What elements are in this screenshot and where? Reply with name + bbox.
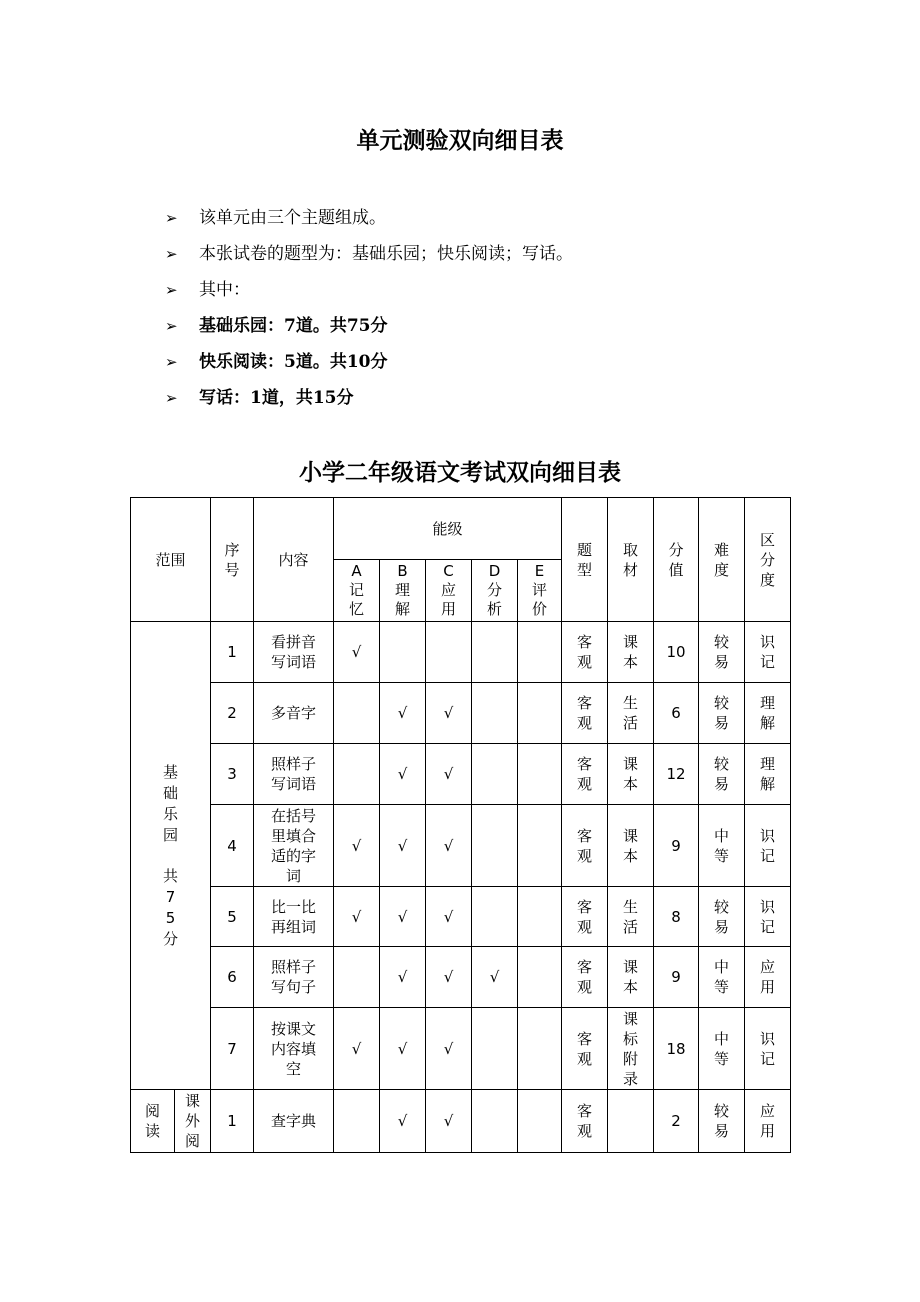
header-discrimination: 区分度	[745, 498, 791, 622]
bullet-list	[165, 200, 573, 416]
bullet-text: 写话：1道，共15分	[199, 388, 354, 408]
table-row: 基础乐园 共75分 1 看拼音写词语 √ 客观 课本 10 较易 识记	[131, 622, 791, 683]
arrow-bullet-icon: ➢	[165, 353, 178, 371]
bullet-text: 本张试卷的题型为：基础乐园；快乐阅读；写话。	[199, 244, 573, 264]
arrow-bullet-icon: ➢	[165, 209, 178, 227]
table-title: 小学二年级语文考试双向细目表	[299, 460, 621, 486]
arrow-bullet-icon: ➢	[165, 389, 178, 407]
arrow-bullet-icon: ➢	[165, 281, 178, 299]
header-range: 范围	[131, 498, 211, 622]
bullet-item	[165, 236, 573, 272]
header-content: 内容	[254, 498, 334, 622]
header-level-a: A 记忆	[334, 560, 380, 622]
bullet-item	[165, 380, 573, 416]
page-title: 单元测验双向细目表	[356, 128, 564, 154]
bullet-text: 该单元由三个主题组成。	[199, 208, 386, 228]
table-row: 5 比一比再组词 √ √ √ 客观 生活 8 较易 识记	[131, 887, 791, 947]
table-row: 4 在括号里填合适的字词 √ √ √ 客观 课本 9 中等 识记	[131, 805, 791, 887]
table-row: 2 多音字 √ √ 客观 生活 6 较易 理解	[131, 683, 791, 744]
header-level-c: C 应用	[426, 560, 472, 622]
table-row: 6 照样子写句子 √ √ √ 客观 课本 9 中等 应用	[131, 947, 791, 1008]
header-seq: 序号	[211, 498, 254, 622]
range-reading: 阅读	[131, 1090, 175, 1153]
range-basic: 基础乐园 共75分	[131, 622, 211, 1090]
bullet-text: 其中：	[199, 280, 250, 300]
spec-table	[130, 497, 791, 1153]
header-level-d: D 分析	[472, 560, 518, 622]
header-source: 取材	[608, 498, 654, 622]
header-score: 分值	[654, 498, 699, 622]
table-row: 阅读 课外阅 1 查字典 √ √ 客观 2 较易 应用	[131, 1090, 791, 1153]
header-difficulty: 难度	[699, 498, 745, 622]
arrow-bullet-icon: ➢	[165, 245, 178, 263]
bullet-item	[165, 272, 573, 308]
bullet-item	[165, 200, 573, 236]
header-level-b: B 理解	[380, 560, 426, 622]
bullet-text: 快乐阅读：5道。共10分	[199, 352, 388, 372]
header-level: 能级	[334, 498, 562, 560]
table-row: 7 按课文内容填空 √ √ √ 客观 课标附录 18 中等 识记	[131, 1008, 791, 1090]
header-type: 题型	[562, 498, 608, 622]
bullet-item	[165, 308, 573, 344]
table-row: 3 照样子写词语 √ √ 客观 课本 12 较易 理解	[131, 744, 791, 805]
arrow-bullet-icon: ➢	[165, 317, 178, 335]
bullet-text: 基础乐园：7道。共75分	[199, 316, 388, 336]
range-reading-sub: 课外阅	[175, 1090, 211, 1153]
bullet-item	[165, 344, 573, 380]
header-level-e: E 评价	[518, 560, 562, 622]
